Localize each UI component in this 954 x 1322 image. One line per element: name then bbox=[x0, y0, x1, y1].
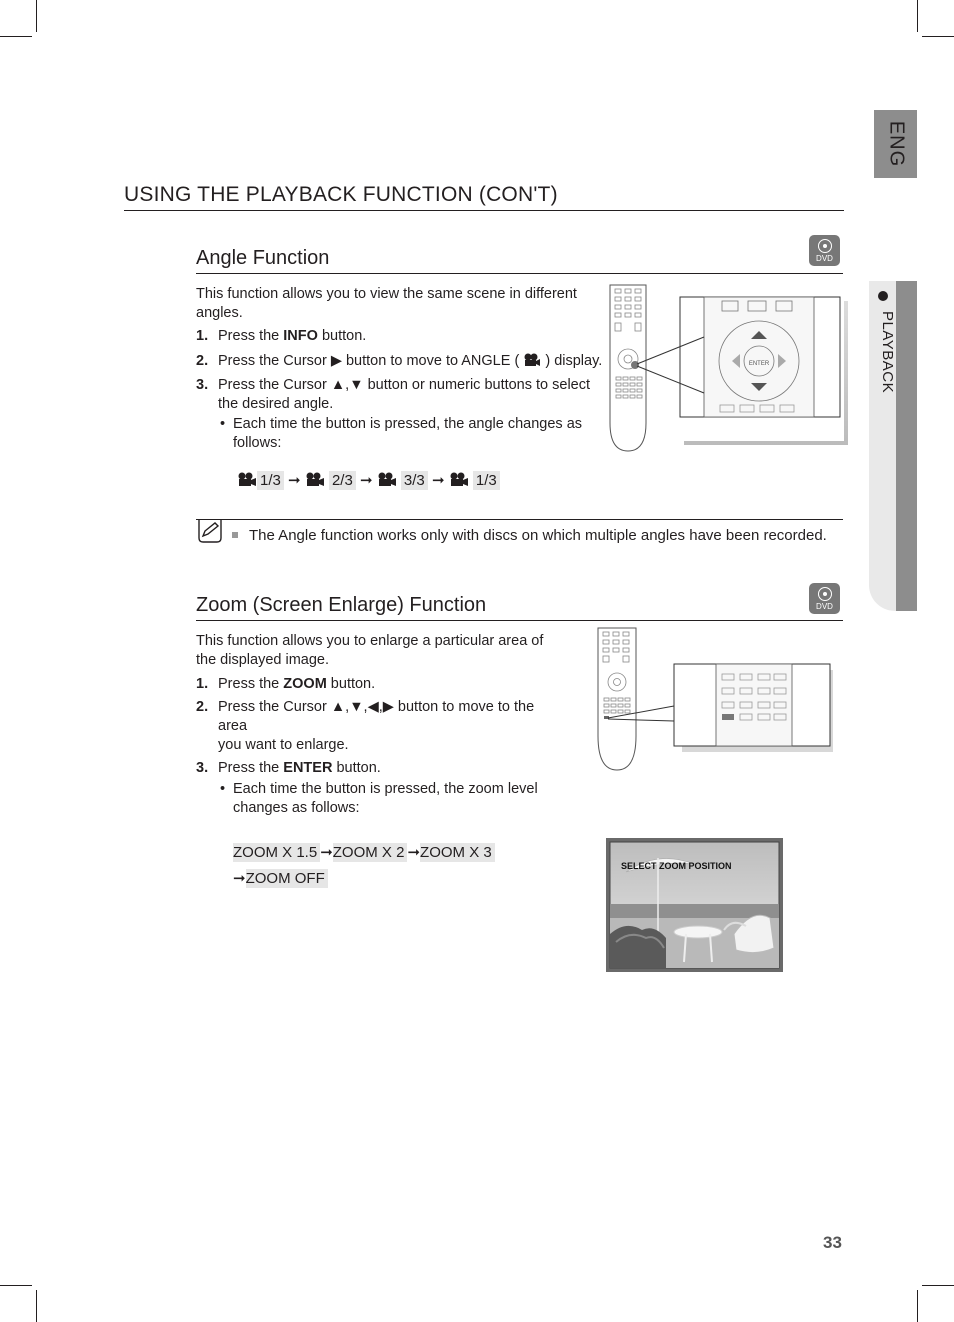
angle-step-1 bbox=[196, 327, 596, 346]
bullet-dot-icon bbox=[877, 290, 889, 302]
arrow-icon: ➞ bbox=[233, 870, 246, 887]
step-text: Press the bbox=[218, 676, 284, 692]
step-number: 3. bbox=[196, 377, 209, 393]
dvd-badge-label: DVD bbox=[816, 602, 833, 611]
zoom-section-title: Zoom (Screen Enlarge) Function bbox=[196, 594, 843, 621]
crop-mark bbox=[36, 0, 37, 32]
zoom-sequence bbox=[233, 843, 495, 862]
arrow-icon: ➞ bbox=[407, 844, 421, 861]
angle-value: 2/3 bbox=[329, 471, 356, 490]
step-text: Press the Cursor ▲,▼ button or numeric buttons to select bbox=[218, 377, 591, 393]
page-number: 33 bbox=[823, 1233, 842, 1252]
enter-label: ENTER bbox=[748, 361, 770, 367]
step-text: Press the Cursor ▶ button to move to ANGLE ( bbox=[218, 353, 524, 369]
note-divider bbox=[196, 519, 843, 520]
zoom-intro bbox=[196, 632, 543, 670]
angle-intro bbox=[196, 285, 577, 323]
crop-mark bbox=[922, 36, 954, 37]
step-number: 2. bbox=[196, 699, 209, 715]
bullet-text: Each time the button is pressed, the zoom level bbox=[233, 781, 538, 797]
crop-mark bbox=[0, 36, 32, 37]
step-text: button. bbox=[332, 760, 381, 776]
zoom-level: ZOOM X 2 bbox=[333, 843, 408, 862]
step-text: ) display. bbox=[541, 353, 603, 369]
angle-step-3 bbox=[196, 376, 596, 414]
angle-sequence bbox=[237, 471, 500, 490]
note-pencil-icon bbox=[197, 520, 223, 544]
angle-intro-line: angles. bbox=[196, 305, 243, 321]
angle-intro-line: This function allows you to view the same scene in different bbox=[196, 286, 577, 302]
step-text: Press the bbox=[218, 760, 284, 776]
bullet-text: follows: bbox=[233, 435, 282, 451]
crop-mark bbox=[917, 0, 918, 32]
note-bullet-icon bbox=[232, 532, 238, 538]
step-text: button. bbox=[326, 676, 376, 692]
bullet-text: changes as follows: bbox=[233, 800, 360, 816]
dvd-badge-label: DVD bbox=[816, 254, 833, 263]
step-number: 1. bbox=[196, 676, 209, 692]
angle-value: 1/3 bbox=[473, 471, 500, 490]
zoom-button-label: ZOOM bbox=[283, 676, 327, 692]
remote-zoom-illustration bbox=[594, 626, 839, 772]
crop-mark bbox=[922, 1285, 954, 1286]
angle-section-title: Angle Function bbox=[196, 247, 843, 274]
arrow-icon: ➞ bbox=[359, 472, 373, 489]
zoom-screen-label: SELECT ZOOM POSITION bbox=[621, 861, 732, 871]
angle-value: 1/3 bbox=[257, 471, 284, 490]
step-text: area bbox=[218, 718, 248, 734]
section-tab[interactable] bbox=[869, 281, 917, 611]
step-text: button. bbox=[317, 328, 367, 344]
zoom-step-1 bbox=[196, 675, 556, 694]
angle-step-2 bbox=[196, 352, 603, 371]
step-text: you want to enlarge. bbox=[218, 737, 349, 753]
angle-camera-icon bbox=[237, 472, 257, 487]
zoom-step-2 bbox=[196, 698, 556, 755]
step-number: 1. bbox=[196, 328, 209, 344]
angle-camera-icon bbox=[305, 472, 325, 487]
zoom-sequence-line-2 bbox=[233, 869, 328, 888]
crop-mark bbox=[917, 1290, 918, 1322]
crop-mark bbox=[36, 1290, 37, 1322]
zoom-screen-image bbox=[606, 838, 783, 972]
step-number: 2. bbox=[196, 353, 209, 369]
language-tab[interactable] bbox=[874, 110, 917, 178]
zoom-level: ZOOM X 1.5 bbox=[233, 843, 320, 862]
zoom-level: ZOOM OFF bbox=[246, 869, 328, 888]
arrow-icon: ➞ bbox=[320, 844, 333, 861]
language-tab-label: ENG bbox=[885, 120, 907, 168]
angle-value: 3/3 bbox=[401, 471, 428, 490]
angle-camera-icon bbox=[523, 353, 541, 367]
zoom-level: ZOOM X 3 bbox=[420, 843, 495, 862]
arrow-icon: ➞ bbox=[431, 472, 445, 489]
step-text: Press the Cursor ▲,▼,◀,▶ button to move to the bbox=[218, 699, 535, 715]
remote-angle-illustration bbox=[604, 283, 849, 455]
page-title: USING THE PLAYBACK FUNCTION (CON'T) bbox=[124, 183, 844, 211]
arrow-icon: ➞ bbox=[288, 472, 301, 489]
step-text: Press the bbox=[218, 328, 284, 344]
note bbox=[232, 527, 827, 544]
dvd-disc-icon bbox=[809, 583, 840, 614]
zoom-intro-line: the displayed image. bbox=[196, 652, 329, 668]
section-tab-label-wrap bbox=[872, 281, 896, 401]
note-text: The Angle function works only with discs on which multiple angles have been recorded. bbox=[249, 527, 827, 544]
patio-scene-image bbox=[606, 838, 783, 972]
zoom-step-3 bbox=[196, 759, 556, 778]
enter-button-label: ENTER bbox=[283, 760, 333, 776]
crop-mark bbox=[0, 1285, 32, 1286]
dvd-disc-icon bbox=[809, 235, 840, 266]
bullet-text: Each time the button is pressed, the angle changes as bbox=[233, 416, 583, 432]
angle-camera-icon bbox=[449, 472, 469, 487]
step-number: 3. bbox=[196, 760, 209, 776]
step-text: the desired angle. bbox=[218, 396, 334, 412]
angle-camera-icon bbox=[377, 472, 397, 487]
section-tab-label: PLAYBACK bbox=[879, 311, 896, 394]
zoom-intro-line: This function allows you to enlarge a particular area of bbox=[196, 633, 544, 649]
info-button-label: INFO bbox=[283, 328, 318, 344]
